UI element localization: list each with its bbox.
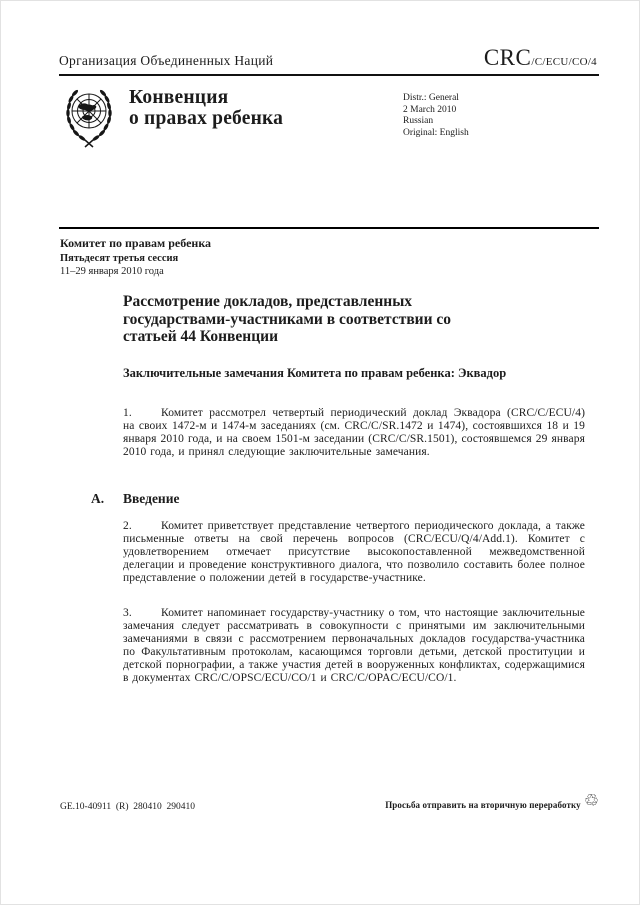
header-divider [59, 74, 599, 76]
header-row [59, 45, 597, 71]
un-emblem-icon [57, 84, 121, 150]
paragraph-1-number: 1. [123, 407, 132, 419]
doc-symbol-main: CRC [483, 45, 532, 70]
paragraph-3 [123, 607, 585, 685]
distr-date: 2 March 2010 [403, 104, 457, 115]
distr-original: Original: English [403, 128, 469, 139]
doc-symbol-suffix: /C/ECU/CO/4 [531, 56, 597, 68]
document-reference-number: GE.10-40911 (R) 280410 290410 [60, 802, 196, 812]
distr-type: Distr.: General [403, 93, 459, 103]
document-subtitle: Заключительные замечания Комитета по правам ребенка: Эквадор [123, 366, 507, 380]
distr-language: Russian [403, 116, 434, 127]
distribution-block [403, 93, 469, 140]
session-title: Пятьдесят третья сессия [60, 253, 179, 264]
paragraph-1 [123, 407, 585, 459]
paragraph-2 [123, 520, 585, 585]
section-a-letter: A. [91, 491, 105, 506]
session-dates: 11–29 января 2010 года [60, 266, 164, 277]
org-name: Организация Объединенных Наций [59, 53, 274, 68]
paragraph-3-number: 3. [123, 607, 132, 619]
un-emblem-svg [57, 84, 121, 150]
document-title: Рассмотрение докладов, представленных государствами-участниками в соответствии со статьей 44 Конвенции [123, 293, 452, 345]
masthead-title-line1: Конвенция [129, 87, 229, 108]
paragraph-3-text: Комитет напоминает государству-участнику о том, что настоящие заключительные замечания следует рассматривать в совокупности с принятыми им заключительными замечаниями в связи с рассмотрением первоначальных докладов государства-участника по Факультативным протоколам, касающимся торговли детьми, детской проституции и детской порнографии, а также участия детей в вооруженных конфликтах, содержащимися в документах CRC/C/OPSC/ECU/CO/1 и CRC/C/OPAC/ECU/CO/1. [123, 607, 585, 684]
session-block [60, 236, 211, 277]
doc-symbol [484, 45, 597, 71]
recycle-icon: ♲ [583, 791, 599, 811]
masthead-title-line2: о правах ребенка [129, 108, 284, 129]
paragraph-2-text: Комитет приветствует представление четвертого периодического доклада, а также письменные ответы на свой перечень вопросов (CRC/ECU/Q/4/Add.1). Комитет с удовлетворением отмечает присутствие высокопоставленной межведомственной делегации и проведение конструктивного диалога, что позволило составить более полное представление о положении детей в государстве-участнике. [123, 520, 585, 584]
paragraph-2-number: 2. [123, 520, 132, 532]
committee-name: Комитет по правам ребенка [60, 236, 212, 250]
recycle-note-text: Просьба отправить на вторичную переработку [385, 799, 581, 810]
section-a-title: Введение [123, 491, 180, 506]
section-a-heading [91, 491, 179, 507]
recycle-notice [385, 791, 599, 813]
masthead-title [129, 87, 283, 129]
paragraph-1-text: Комитет рассмотрел четвертый периодический доклад Эквадора (CRC/C/ECU/4) на своих 1472-м и 1474-м заседаниях (см. CRC/C/SR.1472 и 1474), состоявшихся 18 и 19 января 2010 года, и на своем 1501-м заседании (CRC/C/SR.1501), состоявшемся 29 января 2010 года, и принял следующие заключительные замечания. [123, 407, 585, 458]
session-divider [59, 227, 599, 229]
